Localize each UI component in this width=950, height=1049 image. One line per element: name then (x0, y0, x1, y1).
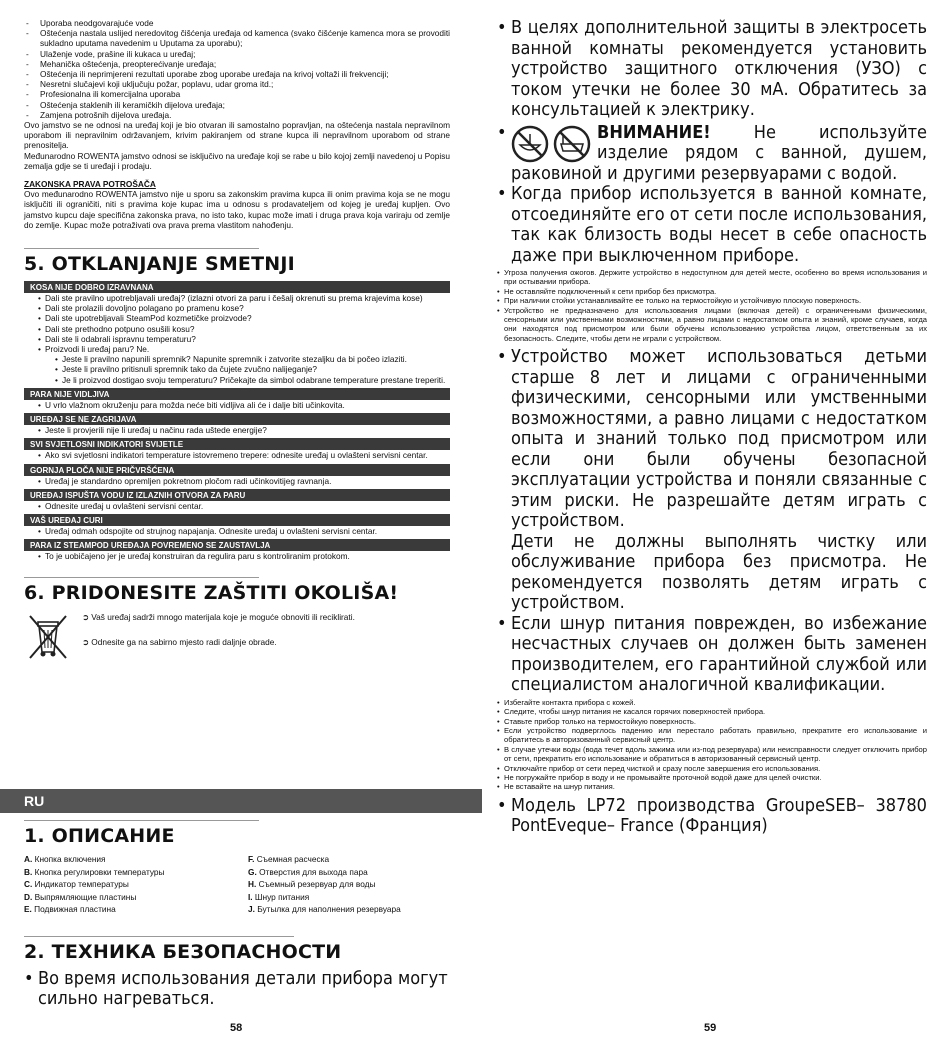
part-item: I. Шнур питания (248, 891, 310, 902)
safety-item: • Во время использования детали прибора могут сильно нагреваться. (24, 969, 450, 1010)
problem-solutions (24, 476, 450, 488)
list-item: - Nesretni slučajevi koji uključuju požar, poplavu, udar groma itd.; (24, 79, 450, 89)
list-item: • Jeste li pravilno pritisnuli spremnik tako da čujete zvučno nalijeganje? (55, 364, 450, 374)
problem-heading: VAŠ UREĐAJ CURI (24, 514, 450, 526)
list-item: - Oštećenja ili neprimjereni rezultati uporabe zbog uporabe uređaja na krivoj voltaži ili frekvenciji; (24, 69, 450, 79)
parts-column-left (24, 853, 248, 916)
list-item-text: Proizvodi li uređaj paru? Ne. (45, 344, 150, 355)
list-item: • Если устройство подверглось падению или перестало работать правильно, прекратите его использование и обратитесь в авторизованный сервисный центр. (497, 726, 927, 745)
small-safety-list (497, 268, 927, 343)
part-item: F. Съемная расческа (248, 854, 330, 864)
part-item: B. Кнопка регулировки температуры (24, 866, 165, 877)
no-sink-icon (511, 125, 549, 163)
section-title: 2. ТЕХНИКА БЕЗОПАСНОСТИ (24, 940, 342, 963)
list-item: • Dali ste prolazili dovoljno polagano po pramenu kose? (38, 303, 450, 313)
problem-heading: GORNJA PLOČA NIJE PRIČVRŠĆENA (24, 464, 450, 476)
list-item: - Oštećenja nastala uslijed neredovitog čišćenja uređaja od kamenca (svako čišćenje kamenca mora se provoditi sukladno uputama navedenim u Uputama za uporabu); (24, 28, 450, 48)
list-item: - Mehanička oštećenja, preopterećivanje uređaja; (24, 59, 450, 69)
list-item: • Не погружайте прибор в воду и не промывайте проточной водой даже для целей очистки. (497, 773, 927, 782)
divider (24, 820, 259, 821)
safety-item-continued: Дети не должны выполнять чистку или обслуживание прибора без присмотра. Не рекомендуется позволять детям играть с устройством. (511, 530, 927, 614)
part-item: J. Бутылка для наполнения резервуара (248, 904, 401, 914)
problem-solutions (24, 400, 450, 412)
section-title: 5. OTKLANJANJE SMETNJI (24, 253, 295, 276)
environment-block (24, 612, 450, 662)
list-item: • Uređaj odmah odspojite od strujnog napajanja. Odnesite uređaj u ovlašteni servisni centar. (38, 526, 450, 536)
problem-heading: SVI SVJETLOSNI INDIKATORI SVIJETLE (24, 438, 450, 450)
list-item: • Dali ste li odabrali ispravnu temperaturu? (38, 334, 450, 344)
divider (24, 577, 259, 578)
list-item: • Odnesite uređaj u ovlašteni servisni centar. (38, 501, 450, 511)
ru-description (24, 820, 450, 1010)
divider (24, 248, 259, 249)
problem-solutions (24, 450, 450, 462)
list-item: • Устройство не предназначено для использования лицами (включая детей) с ограниченными физическими, сенсорными или умственными возможностями, а равно лицами с недостатком опыта и знаний, кроме случаев, когда они находятся под присмотром или были обучены использованию устройства лицом, ответственным за их безопасность. Следите, чтобы дети не играли с устройством. (497, 306, 927, 344)
list-item: • To je uobičajeno jer je uređaj konstruiran da regulira paru s kontroliranim protokom. (38, 551, 450, 561)
warranty-exclusions-list (24, 18, 450, 120)
safety-item: • Модель LP72 производства GroupeSEB– 38780 PontEveque– France (Франция) (497, 796, 927, 837)
part-item: A. Кнопка включения (24, 854, 106, 864)
left-page (24, 18, 450, 662)
list-item: • Отключайте прибор от сети перед чисткой и сразу после завершения его использования. (497, 764, 927, 773)
problem-solutions (24, 425, 450, 437)
list-item: • Угроза получения ожогов. Держите устройство в недоступном для детей месте, особенно во время использования и при остывании прибора. (497, 268, 927, 287)
parts-column-right (248, 853, 448, 916)
list-item: • Не вставайте на шнур питания. (497, 782, 927, 791)
list-item: • Dali ste prethodno potpuno osušili kosu? (38, 324, 450, 334)
list-item: • Je li proizvod dostigao svoju temperaturu? Pričekajte da simbol odabrane temperature prestane treperiti. (55, 375, 450, 385)
section-title: 1. ОПИСАНИЕ (24, 825, 175, 847)
environment-line: ➲ Odnesite ga na sabirno mjesto radi daljnje obrade. (82, 636, 277, 647)
no-bathtub-icon (553, 125, 591, 163)
sub-list (45, 354, 450, 385)
problem-heading: UREĐAJ SE NE ZAGRIJAVA (24, 413, 450, 425)
parts-list (24, 853, 450, 916)
list-item: • Dali ste upotrebljavali SteamPod kozmetičke proizvode? (38, 313, 450, 323)
safety-warning (497, 123, 927, 185)
list-item: • U vrlo vlažnom okruženju para možda neće biti vidljiva ali će i dalje biti učinkovita. (38, 400, 450, 410)
list-item: • В случае утечки воды (вода течет вдоль зажима или из-под резервуара) или неисправности следует отключить прибор от сети, прекратить его использование и обратиться в авторизованный сервисный центр. (497, 745, 927, 764)
list-item: - Ulaženje vode, prašine ili kukaca u uređaj; (24, 49, 450, 59)
warranty-paragraph: Ovo jamstvo se ne odnosi na uređaj koji je bio otvaran ili samostalno popravljan, na oštećenja nastala nepravilnom uporabom ili nepravilnim održavanjem, krivim pakiranjem od strane kupca ili nepravilnom uporabom od strane prenositelja. (24, 120, 450, 151)
list-item: • Jeste li provjerili nije li uređaj u načinu rada uštede energije? (38, 425, 450, 435)
warning-label: ВНИМАНИЕ! (597, 122, 711, 143)
warranty-paragraph: Međunarodno ROWENTA jamstvo odnosi se isključivo na uređaje koji se rabe u bilo kojoj zemlji navedenoj u Popisu zemalja gdje se ti uređaji i prodaju. (24, 150, 450, 171)
list-item: - Zamjena potrošnih dijelova uređaja. (24, 110, 450, 120)
list-item: • Uređaj je standardno opremljen pokretnom pločom radi učinkovitijeg ravnanja. (38, 476, 450, 486)
list-item: • Избегайте контакта прибора с кожей. (497, 698, 927, 707)
law-text: Ovo međunarodno ROWENTA jamstvo nije u sporu sa zakonskim pravima kupca ili onim pravima koja se ne mogu isključiti ili ograničiti, niti s pravima koje kupac ima u odnosu s prodavateljem od kojeg je uređaj kupljen. Ovo jamstvo kupcu daje specifična zakonska prava, no isto tako, kupac može imati i druga prava koja variraju od zemlje do zemlje. Kupac može potraživati ova prava prema vlastitom nahođenju. (24, 189, 450, 230)
part-item: G. Отверстия для выхода пара (248, 866, 368, 877)
right-page (497, 18, 927, 837)
list-item (38, 344, 450, 385)
list-item: • Dali ste pravilno upotrebljavali uređaj? (izlazni otvori za paru i češalj okrenuti su prema krajevima kose) (38, 293, 450, 303)
problem-heading: UREĐAJ ISPUŠTA VODU IZ IZLAZNIH OTVORA ZA PARU (24, 489, 450, 501)
environment-line: ➲ Vaš uređaj sadrži mnogo materijala koje je moguće obnoviti ili reciklirati. (82, 612, 355, 623)
problem-solutions (24, 526, 450, 538)
problem-heading: PARA IZ STEAMPOD UREĐAJA POVREMENO SE ZAUSTAVLJA (24, 539, 450, 551)
troubleshooting-table (24, 281, 450, 563)
list-item: • Jeste li pravilno napunili spremnik? Napunite spremnik i zatvorite stezaljku da bi počeo izlaziti. (55, 354, 450, 364)
problem-solutions (24, 551, 450, 563)
problem-solutions (24, 293, 450, 387)
warning-text: Не используйте изделие рядом с ванной, душем, раковиной и другими резервуарами с водой. (511, 122, 927, 184)
page-number: 58 (230, 1022, 243, 1034)
part-item: C. Индикатор температуры (24, 879, 129, 889)
list-item: • Не оставляйте подключенный к сети прибор без присмотра. (497, 287, 927, 296)
list-item: - Oštećenja staklenih ili keramičkih dijelova uređaja; (24, 100, 450, 110)
warning-icons (511, 125, 591, 163)
safety-item: • Устройство может использоваться детьми старше 8 лет и лицами с ограниченными физическими, сенсорными или умственными возможностями, а равно лицами с недостатком опыта и знаний только под присмотром или если они были обучены безопасной эксплуатации устройства и поняли связанные с этим риски. Не разрешайте детям играть с устройством. (497, 347, 927, 532)
part-item: E. Подвижная пластина (24, 904, 116, 914)
list-item: • Следите, чтобы шнур питания не касался горячих поверхностей прибора. (497, 707, 927, 716)
list-item: • При наличии стойки устанавливайте ее только на термостойкую и устойчивую плоскую поверхность. (497, 296, 927, 305)
section-title: 6. PRIDONESITE ZAŠTITI OKOLIŠA! (24, 582, 399, 605)
environment-text (82, 612, 355, 660)
safety-item: • Когда прибор используется в ванной комнате, отсоединяйте его от сети после использования, так как близость воды несет в себе опасность даже при выключенном приборе. (497, 184, 927, 266)
law-title: ZAKONSKA PRAVA POTROŠAČA (24, 179, 156, 190)
safety-item: • В целях дополнительной защиты в электросеть ванной комнаты рекомендуется установить устройство защитного отключения (УЗО) с током утечки не более 30 мА. Обратитесь за консультацией к электрику. (497, 18, 927, 121)
divider (24, 936, 294, 937)
part-item: H. Съемный резервуар для воды (248, 879, 376, 889)
list-item: • Ako svi svjetlosni indikatori temperature istovremeno trepere: odnesite uređaj u ovlašteni servisni centar. (38, 450, 450, 460)
part-item: D. Выпрямляющие пластины (24, 891, 137, 902)
list-item: - Uporaba neodgovarajuće vode (24, 18, 450, 28)
problem-solutions (24, 501, 450, 513)
list-item: - Profesionalna ili komercijalna uporaba (24, 89, 450, 99)
language-bar: RU (0, 789, 482, 813)
problem-heading: KOSA NIJE DOBRO IZRAVNANA (24, 281, 450, 293)
safety-item: • Если шнур питания поврежден, во избежание несчастных случаев он должен быть заменен производителем, его гарантийной службой или специалистом аналогичной квалификации. (497, 614, 927, 696)
crossed-bin-icon (24, 612, 72, 662)
small-safety-list (497, 698, 927, 792)
problem-heading: PARA NIJE VIDLJIVA (24, 388, 450, 400)
list-item: • Ставьте прибор только на термостойкую поверхность. (497, 717, 927, 726)
page-number: 59 (704, 1022, 717, 1034)
